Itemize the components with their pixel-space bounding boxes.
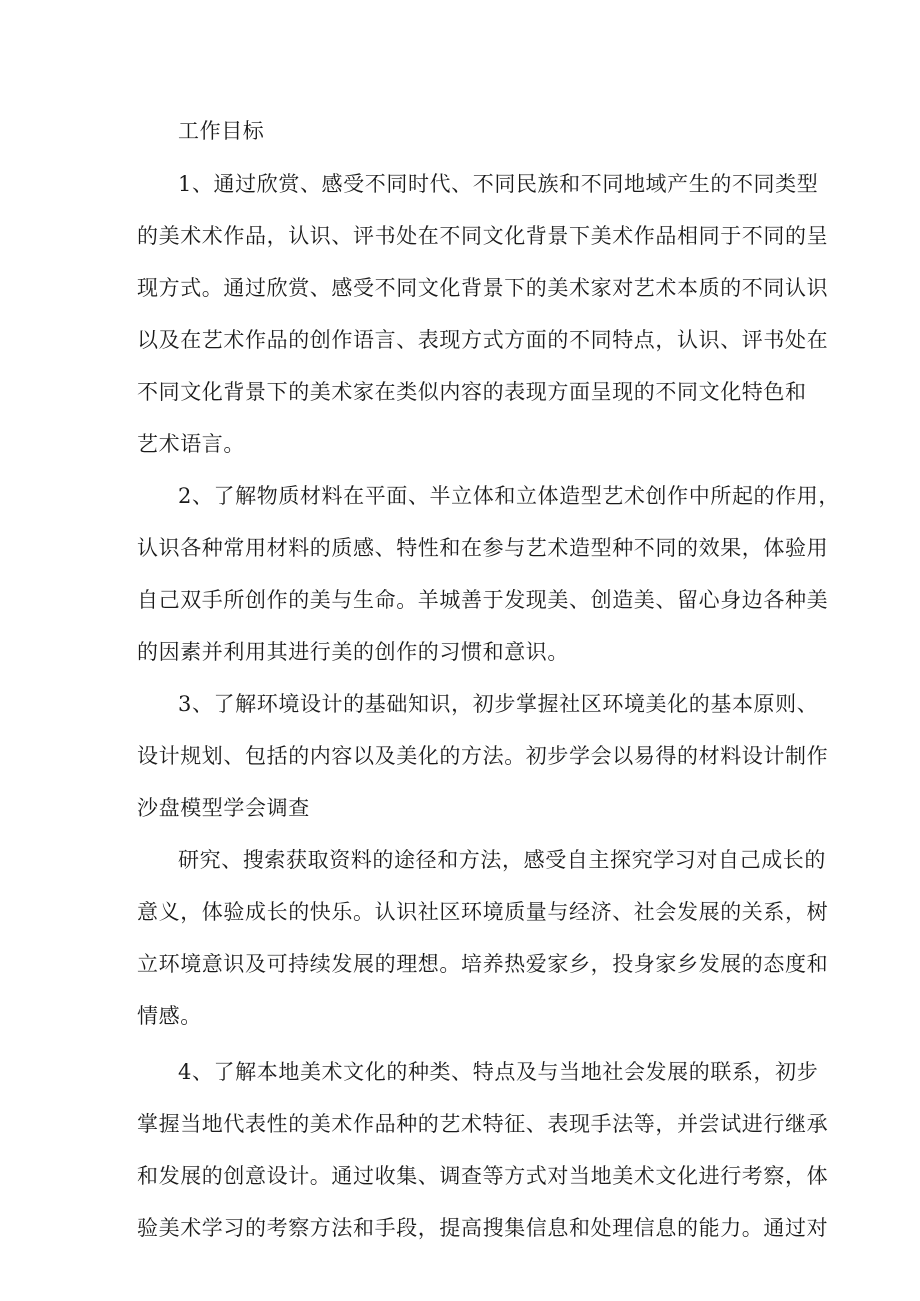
paragraph-1-line-5: 不同文化背景下的美术家在类似内容的表现方面呈现的不同文化特色和 [137, 380, 807, 404]
paragraph-5-line-4: 验美术学习的考察方法和手段，提高搜集信息和处理信息的能力。通过对 [137, 1216, 829, 1240]
paragraph-1-line-1: 1、通过欣赏、感受不同时代、不同民族和不同地域产生的不同类型 [178, 172, 819, 196]
paragraph-4-line-2: 意义，体验成长的快乐。认识社区环境质量与经济、社会发展的关系，树 [137, 900, 829, 924]
paragraph-1-line-6: 艺术语言。 [137, 432, 245, 456]
paragraph-2-line-1: 2、了解物质材料在平面、半立体和立体造型艺术创作中所起的作用， [178, 484, 840, 508]
paragraph-3-line-3: 沙盘模型学会调查 [137, 796, 310, 820]
paragraph-1-line-4: 以及在艺术作品的创作语言、表现方式方面的不同特点，认识、评书处在 [137, 328, 829, 352]
paragraph-5-line-3: 和发展的创意设计。通过收集、调查等方式对当地美术文化进行考察，体 [137, 1164, 829, 1188]
paragraph-2-line-4: 的因素并利用其进行美的创作的习惯和意识。 [137, 640, 569, 664]
paragraph-1-line-2: 的美术术作品，认识、评书处在不同文化背景下美术作品相同于不同的呈 [137, 224, 829, 248]
paragraph-3-line-1: 3、了解环境设计的基础知识，初步掌握社区环境美化的基本原则、 [178, 692, 819, 716]
paragraph-1-line-3: 现方式。通过欣赏、感受不同文化背景下的美术家对艺术本质的不同认识 [137, 276, 829, 300]
paragraph-3-line-2: 设计规划、包括的内容以及美化的方法。初步学会以易得的材料设计制作 [137, 744, 829, 768]
paragraph-5-line-1: 4、了解本地美术文化的种类、特点及与当地社会发展的联系，初步 [178, 1060, 819, 1084]
paragraph-2-line-3: 自己双手所创作的美与生命。羊城善于发现美、创造美、留心身边各种美 [137, 588, 829, 612]
section-heading: 工作目标 [178, 119, 265, 143]
paragraph-4-line-4: 情感。 [137, 1004, 202, 1028]
paragraph-5-line-2: 掌握当地代表性的美术作品种的艺术特征、表现手法等，并尝试进行继承 [137, 1112, 829, 1136]
paragraph-4-line-3: 立环境意识及可持续发展的理想。培养热爱家乡，投身家乡发展的态度和 [137, 952, 829, 976]
paragraph-4-line-1: 研究、搜索获取资料的途径和方法，感受自主探究学习对自己成长的 [178, 848, 826, 872]
paragraph-2-line-2: 认识各种常用材料的质感、特性和在参与艺术造型种不同的效果，体验用 [137, 536, 829, 560]
